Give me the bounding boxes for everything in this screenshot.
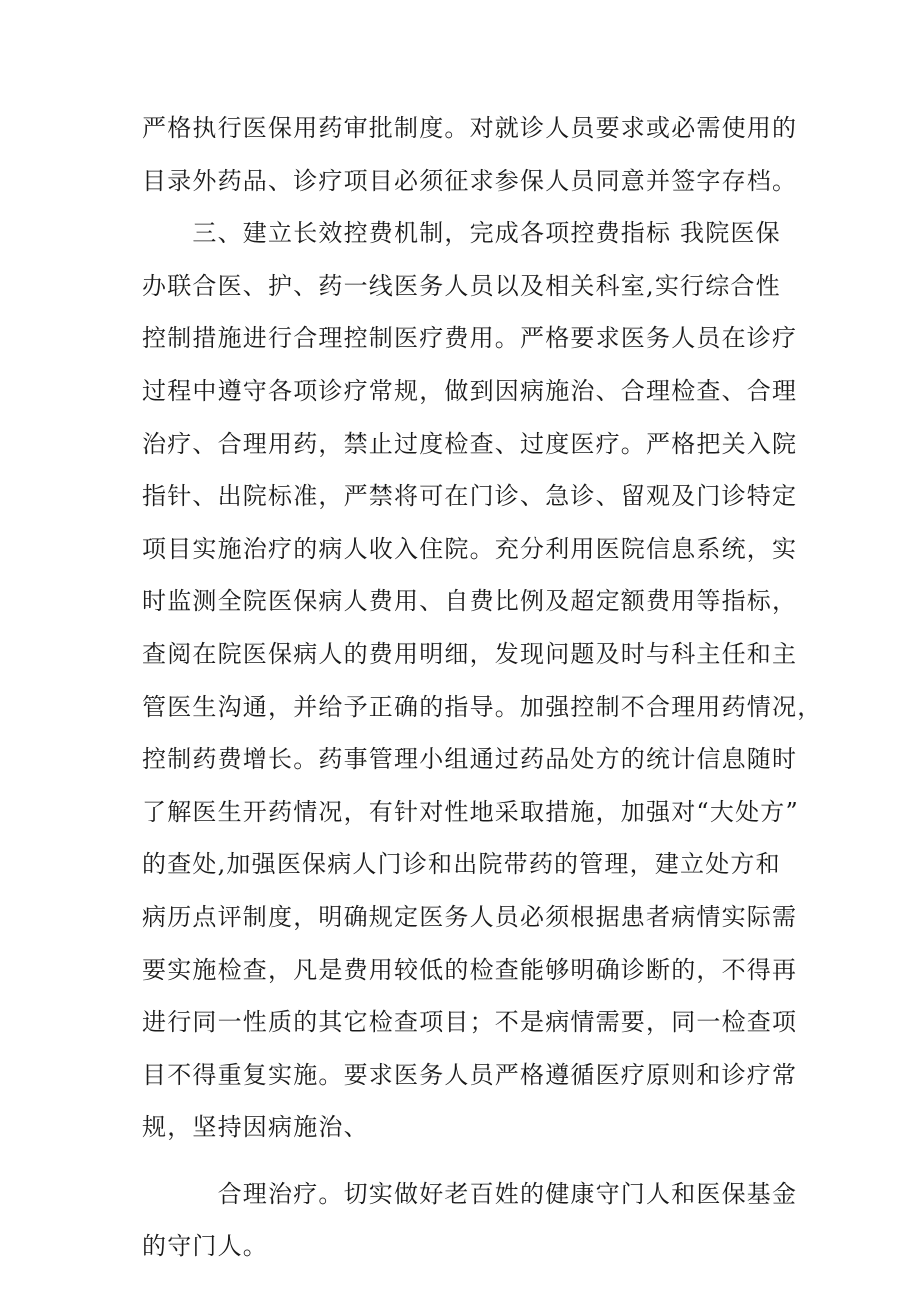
paragraph-gap (142, 1154, 782, 1168)
text-line: 病历点评制度，明确规定医务人员必须根据患者病情实际需 (142, 902, 798, 931)
paragraph-1 (142, 102, 798, 207)
text-line: 进行同一性质的其它检查项目；不是病情需要，同一检查项 (142, 1008, 798, 1037)
text-line: 时监测全院医保病人费用、自费比例及超定额费用等指标， (142, 587, 798, 616)
text-line: 查阅在院医保病人的费用明细，发现问题及时与科主任和主 (142, 639, 798, 668)
text-line: 要实施检查，凡是费用较低的检查能够明确诊断的，不得再 (142, 955, 798, 984)
text-line: 办联合医、护、药一线医务人员以及相关科室,实行综合性 (142, 271, 781, 300)
text-line: 控制药费增长。药事管理小组通过药品处方的统计信息随时 (142, 745, 798, 774)
paragraph-2 (142, 207, 823, 1154)
text-line: 项目实施治疗的病人收入住院。充分利用医院信息系统，实 (142, 534, 798, 563)
text-line: 的守门人。 (142, 1232, 268, 1261)
text-line: 了解医生开药情况，有针对性地采取措施，加强对“大处方” (142, 797, 799, 826)
text-line: 目录外药品、诊疗项目必须征求参保人员同意并签字存档。 (142, 166, 798, 195)
text-line: 目不得重复实施。要求医务人员严格遵循医疗原则和诊疗常 (142, 1060, 798, 1089)
text-line: 三、建立长效控费机制，完成各项控费指标 我院医保 (142, 219, 781, 248)
text-line: 过程中遵守各项诊疗常规，做到因病施治、合理检查、合理 (142, 376, 798, 405)
text-line: 合理治疗。切实做好老百姓的健康守门人和医保基金 (142, 1179, 798, 1208)
text-line: 治疗、合理用药，禁止过度检查、过度医疗。严格把关入院 (142, 429, 798, 458)
text-line: 规，坚持因病施治、 (142, 1113, 369, 1142)
text-line: 管医生沟通，并给予正确的指导。加强控制不合理用药情况， (142, 692, 823, 721)
document-body (142, 102, 823, 1273)
paragraph-3 (142, 1168, 798, 1273)
text-line: 的查处,加强医保病人门诊和出院带药的管理，建立处方和 (142, 850, 781, 879)
text-line: 控制措施进行合理控制医疗费用。严格要求医务人员在诊疗 (142, 324, 798, 353)
text-line: 指针、出院标准，严禁将可在门诊、急诊、留观及门诊特定 (142, 482, 798, 511)
text-line: 严格执行医保用药审批制度。对就诊人员要求或必需使用的 (142, 114, 798, 142)
